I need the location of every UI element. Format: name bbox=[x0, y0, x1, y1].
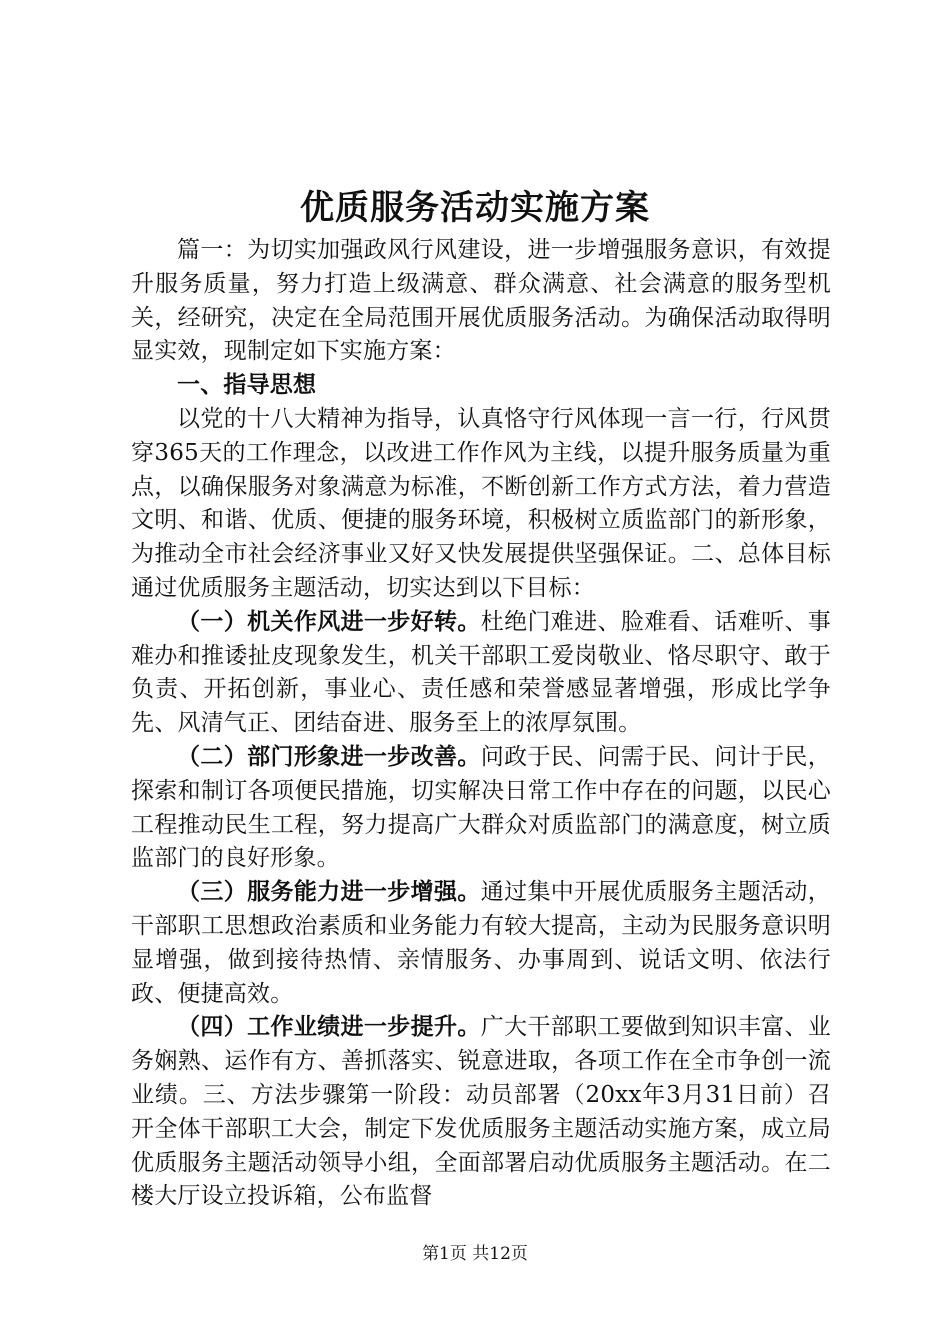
document-body bbox=[131, 234, 831, 1214]
goal-text-2: 问政于民、问需于民、问计于民，探索和制订各项便民措施，切实解决日常工作中存在的问题，以民心工程推动民生工程，努力提高广大群众对质监部门的满意度，树立质监部门的良好形象。 bbox=[131, 743, 831, 872]
goal-paragraph-3 bbox=[131, 876, 831, 1011]
goal-lead-2: （二）部门形象进一步改善。 bbox=[177, 743, 481, 770]
goal-text-3: 通过集中开展优质服务主题活动，干部职工思想政治素质和业务能力有较大提高，主动为民服务意识明显增强，做到接待热情、亲情服务、办事周到、说话文明、依法行政、便捷高效。 bbox=[131, 879, 831, 1007]
goal-text-4: 广大干部职工要做到知识丰富、业务娴熟、运作有方、善抓落实、锐意进取，各项工作在全市争创一流业绩。三、方法步骤第一阶段：动员部署（20xx年3月31日前）召开全体干部职工大会，制定下发优质服务主题活动实施方案，成立局优质服务主题活动领导小组，全面部署启动优质服务主题活动。在二楼大厅设立投诉箱，公布监督 bbox=[131, 1014, 831, 1210]
section-heading-guiding: 一、指导思想 bbox=[177, 372, 317, 399]
intro-paragraph: 篇一：为切实加强政风行风建设，进一步增强服务意识，有效提升服务质量，努力打造上级满意、群众满意、社会满意的服务型机关，经研究，决定在全局范围开展优质服务活动。为确保活动取得明显实效，现制定如下实施方案： bbox=[131, 237, 831, 365]
goal-paragraph-1 bbox=[131, 606, 831, 741]
goal-lead-4: （四）工作业绩进一步提升。 bbox=[177, 1014, 481, 1041]
goal-paragraph-2 bbox=[131, 741, 831, 876]
goal-text-1: 杜绝门难进、脸难看、话难听、事难办和推诿扯皮现象发生，机关干部职工爱岗敬业、恪尽职守、敢于负责、开拓创新，事业心、责任感和荣誉感显著增强，形成比学争先、风清气正、团结奋进、服务至上的浓厚氛围。 bbox=[131, 608, 831, 737]
goal-lead-1: （一）机关作风进一步好转。 bbox=[177, 608, 481, 635]
page-number-footer: 第1页 共12页 bbox=[422, 1244, 528, 1264]
goal-lead-3: （三）服务能力进一步增强。 bbox=[177, 879, 481, 906]
goal-paragraph-4 bbox=[131, 1011, 831, 1214]
guiding-paragraph: 以党的十八大精神为指导，认真恪守行风体现一言一行，行风贯穿365天的工作理念，以改进工作作风为主线，以提升服务质量为重点，以确保服务对象满意为标准，不断创新工作方式方法，着力营造文明、和谐、优质、便捷的服务环境，积极树立质监部门的新形象，为推动全市社会经济事业又好又快发展提供坚强保证。二、总体目标通过优质服务主题活动，切实达到以下目标： bbox=[131, 405, 831, 601]
document-title: 优质服务活动实施方案 bbox=[300, 188, 650, 228]
